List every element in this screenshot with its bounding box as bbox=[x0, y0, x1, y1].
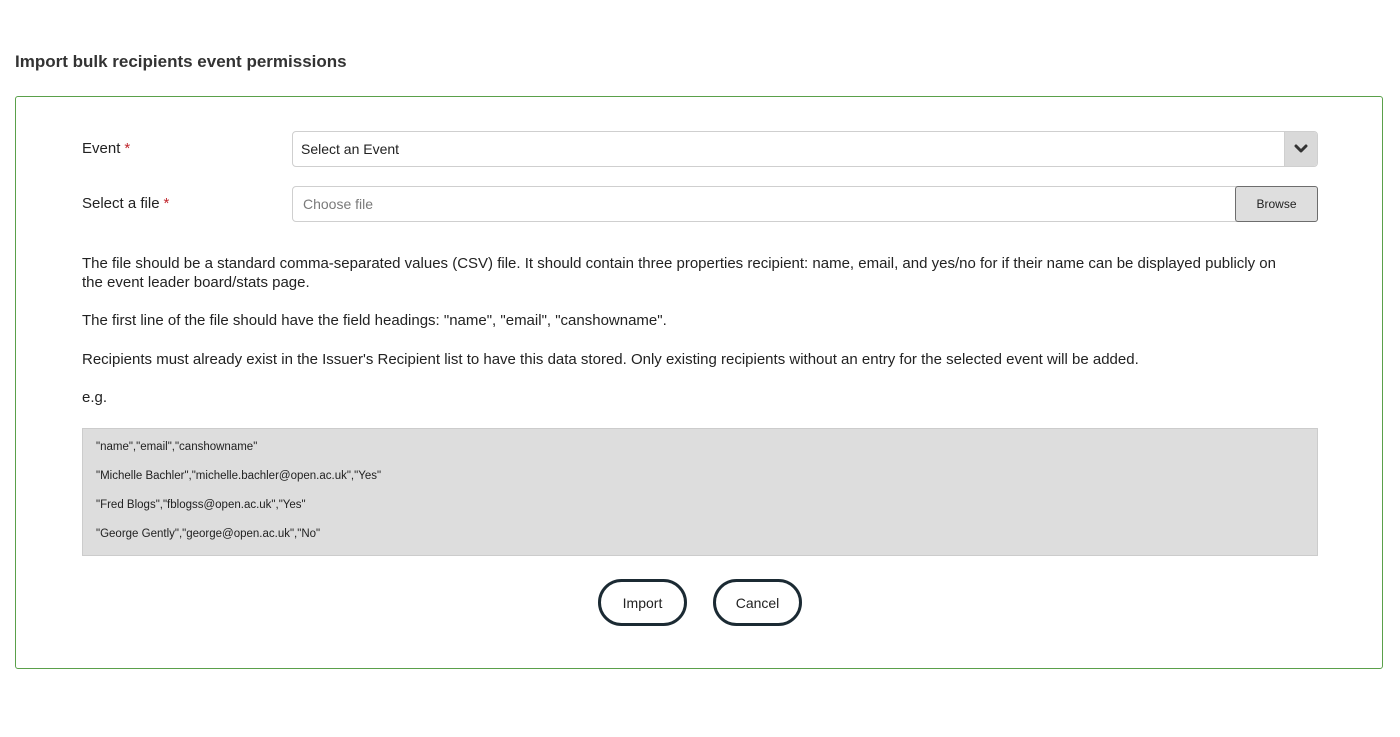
cancel-button[interactable]: Cancel bbox=[713, 579, 802, 626]
csv-example-line: "Fred Blogs","fblogss@open.ac.uk","Yes" bbox=[96, 499, 306, 511]
csv-example-line: "name","email","canshowname" bbox=[96, 441, 258, 453]
csv-example-block bbox=[82, 428, 1318, 556]
file-label-text: Select a file bbox=[82, 195, 160, 212]
browse-button[interactable]: Browse bbox=[1235, 186, 1318, 222]
event-row bbox=[82, 131, 1319, 167]
file-row bbox=[82, 186, 1319, 222]
file-label bbox=[82, 186, 169, 222]
event-select-value: Select an Event bbox=[301, 141, 400, 157]
import-form-panel bbox=[15, 96, 1383, 669]
event-label-text: Event bbox=[82, 140, 121, 157]
instruction-paragraph: The first line of the file should have the field headings: "name", "email", "canshowname". bbox=[82, 312, 667, 329]
csv-example-line: "Michelle Bachler","michelle.bachler@open.ac.uk","Yes" bbox=[96, 470, 382, 482]
example-label: e.g. bbox=[82, 389, 108, 406]
csv-example-line: "George Gently","george@open.ac.uk","No" bbox=[96, 528, 321, 540]
file-input-placeholder: Choose file bbox=[303, 196, 374, 212]
instruction-paragraph: Recipients must already exist in the Issuer's Recipient list to have this data stored. Only existing recipients without an entry for the selected event will be added. bbox=[82, 351, 1139, 368]
page-title: Import bulk recipients event permissions bbox=[15, 52, 347, 71]
event-label bbox=[82, 131, 130, 167]
import-button[interactable]: Import bbox=[598, 579, 687, 626]
instruction-paragraph: The file should be a standard comma-separated values (CSV) file. It should contain three properties recipient: name, email, and yes/no for if their name can be displayed publicly on the event leader board/stats page. bbox=[82, 255, 1276, 291]
chevron-down-icon[interactable] bbox=[1284, 132, 1317, 166]
required-marker: * bbox=[124, 140, 131, 157]
file-input[interactable] bbox=[292, 186, 1318, 222]
event-select[interactable] bbox=[292, 131, 1318, 167]
required-marker: * bbox=[163, 195, 170, 212]
